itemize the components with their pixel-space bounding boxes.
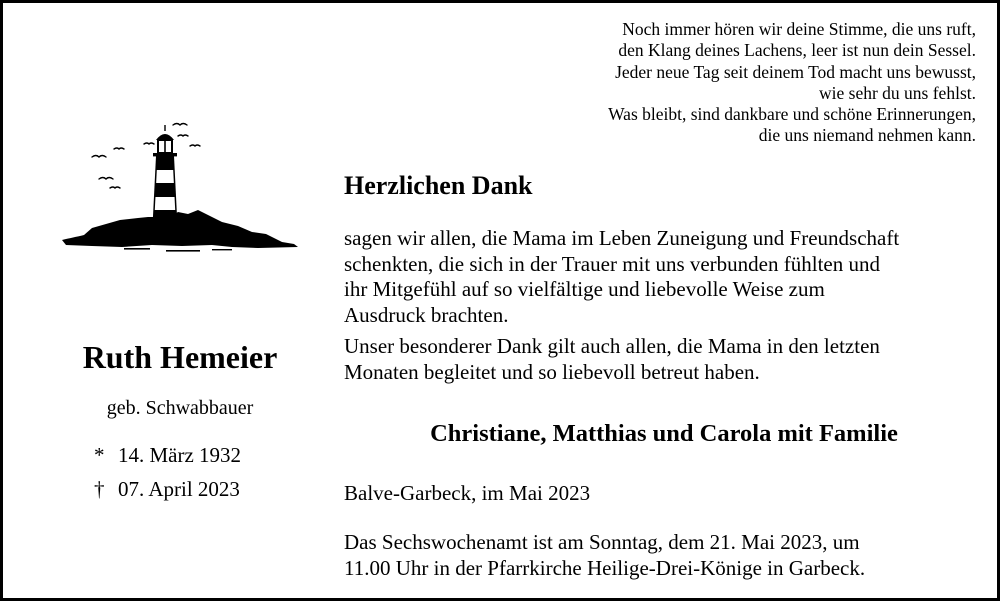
- poem-line: den Klang deines Lachens, leer ist nun dein Sessel.: [618, 40, 976, 61]
- birth-date: 14. März 1932: [118, 443, 242, 467]
- poem-line: Noch immer hören wir deine Stimme, die uns ruft,: [622, 19, 976, 39]
- birth-symbol: *: [94, 443, 105, 467]
- signatories: Christiane, Matthias und Carola mit Familie: [430, 420, 898, 447]
- thanks-heading: Herzlichen Dank: [344, 171, 533, 200]
- deceased-name: Ruth Hemeier: [82, 339, 278, 375]
- lighthouse-icon: [62, 120, 300, 255]
- text-line: Monaten begleitet und so liebevoll betreut haben.: [344, 359, 760, 384]
- text-line: Unser besonderer Dank gilt auch allen, die Mama in den letzten: [344, 334, 880, 358]
- service-notice: [344, 530, 984, 581]
- poem-line: Was bleibt, sind dankbare und schöne Erinnerungen,: [608, 104, 976, 125]
- birth-name: geb. Schwabbauer: [106, 397, 254, 419]
- cross-symbol: †: [94, 477, 105, 501]
- poem-line: die uns niemand nehmen kann.: [758, 125, 976, 146]
- text-line: sagen wir allen, die Mama im Leben Zuneigung und Freundschaft: [344, 226, 900, 250]
- poem-line: Jeder neue Tag seit deinem Tod macht uns bewusst,: [615, 61, 976, 82]
- death-date: 07. April 2023: [118, 477, 240, 501]
- poem-line: wie sehr du uns fehlst.: [819, 82, 976, 103]
- thanks-paragraph: [344, 226, 984, 328]
- birth-date-row: [94, 443, 241, 468]
- death-date-row: [94, 477, 240, 502]
- text-line: 11.00 Uhr in der Pfarrkirche Heilige-Drei-Könige in Garbeck.: [344, 555, 866, 580]
- text-line: Ausdruck brachten.: [344, 302, 509, 327]
- text-line: Das Sechswochenamt ist am Sonntag, dem 21. Mai 2023, um: [344, 530, 860, 554]
- text-line: schenkten, die sich in der Trauer mit uns verbunden fühlten und: [344, 251, 880, 276]
- place-date: Balve-Garbeck, im Mai 2023: [344, 481, 591, 505]
- special-thanks-paragraph: [344, 334, 984, 385]
- poem: [608, 19, 976, 147]
- text-line: ihr Mitgefühl auf so vielfältige und liebevolle Weise zum: [344, 277, 825, 301]
